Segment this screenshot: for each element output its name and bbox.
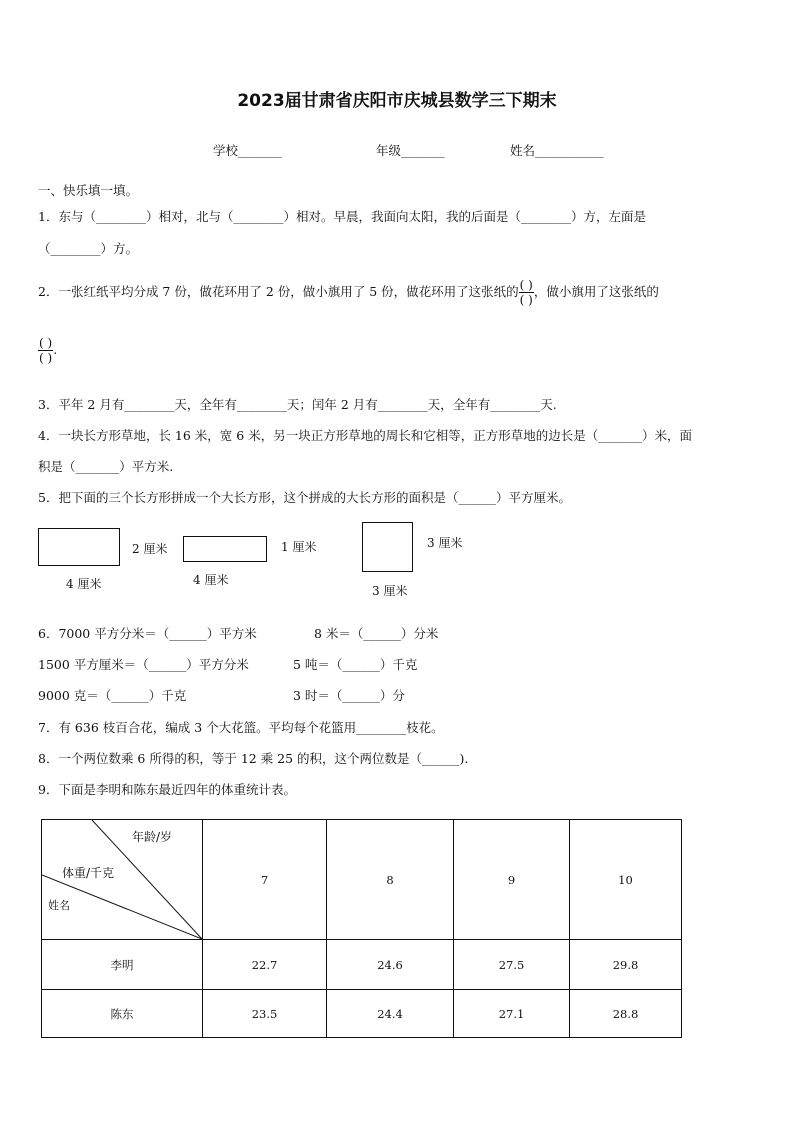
fraction-blank: [38, 336, 53, 365]
name-header: 姓名: [48, 899, 70, 912]
table-row: [42, 940, 682, 990]
fraction-denominator: ( ): [39, 351, 53, 365]
fraction-blank: [519, 278, 534, 307]
question-2-text-b: ，做小旗用了这张纸的: [533, 284, 659, 299]
age-cell: 8: [327, 820, 454, 940]
question-2-line-2: [38, 336, 57, 365]
weight-cell: 29.8: [570, 940, 682, 990]
question-9: 9．下面是李明和陈东最近四年的体重统计表。: [38, 782, 296, 797]
rectangle-2-length-label: 4 厘米: [193, 573, 229, 587]
question-2-end: .: [53, 342, 58, 357]
rectangle-1: [38, 528, 120, 566]
table-row: [42, 990, 682, 1038]
question-3: 3．平年 2 月有________天，全年有________天；闰年 2 月有________天，全年有________天.: [38, 397, 557, 412]
question-6-a: 6．7000 平方分米＝（______）平方米: [38, 626, 257, 641]
section-heading: 一、快乐填一填。: [38, 183, 139, 198]
diagonal-header-cell: [42, 820, 203, 940]
question-6-e: 9000 克＝（______）千克: [38, 688, 187, 703]
rectangle-1-width-label: 2 厘米: [132, 542, 168, 556]
weight-cell: 22.7: [203, 940, 327, 990]
rectangle-2: [183, 536, 267, 562]
fraction-numerator: ( ): [39, 336, 53, 350]
square-3: [362, 522, 413, 572]
square-3-bottom-label: 3 厘米: [372, 584, 408, 598]
fraction-numerator: ( ): [519, 278, 533, 292]
table-header-row: [42, 820, 682, 940]
question-4-line-1: 4．一块长方形草地，长 16 米，宽 6 米，另一块正方形草地的周长和它相等，正方形草地的边长是（_______）米，面: [38, 428, 692, 443]
question-6-f: 3 时＝（______）分: [293, 688, 405, 703]
question-6-d: 5 吨＝（______）千克: [293, 657, 418, 672]
rectangle-2-width-label: 1 厘米: [281, 540, 317, 554]
question-6-b: 8 米＝（______）分米: [314, 626, 439, 641]
fraction-denominator: ( ): [519, 293, 533, 307]
rectangle-1-length-label: 4 厘米: [66, 577, 102, 591]
question-4-line-2: 积是（_______）平方米.: [38, 459, 174, 474]
question-6-c: 1500 平方厘米＝（______）平方分米: [38, 657, 249, 672]
name-field: 姓名___________: [510, 143, 604, 158]
weight-cell: 27.5: [454, 940, 570, 990]
question-2-text-a: 2．一张红纸平均分成 7 份，做花环用了 2 份，做小旗用了 5 份，做花环用了这张纸的: [38, 284, 519, 299]
grade-field: 年级_______: [376, 143, 445, 158]
question-5: 5．把下面的三个长方形拼成一个大长方形，这个拼成的大长方形的面积是（______）平方厘米。: [38, 490, 571, 505]
question-2: [38, 278, 659, 307]
question-7: 7．有 636 枝百合花，编成 3 个大花篮。平均每个花篮用________枝花。: [38, 720, 444, 735]
row-name-cell: 李明: [42, 940, 203, 990]
weight-cell: 24.4: [327, 990, 454, 1038]
weight-cell: 23.5: [203, 990, 327, 1038]
age-cell: 10: [570, 820, 682, 940]
question-1-line-2: （________）方。: [38, 241, 139, 256]
age-cell: 9: [454, 820, 570, 940]
age-header: 年龄/岁: [132, 830, 173, 844]
question-1-line-1: 1．东与（________）相对，北与（________）相对。早晨，我面向太阳，我的后面是（________）方，左面是: [38, 209, 646, 224]
age-cell: 7: [203, 820, 327, 940]
weight-cell: 27.1: [454, 990, 570, 1038]
weight-cell: 24.6: [327, 940, 454, 990]
weight-cell: 28.8: [570, 990, 682, 1038]
question-8: 8．一个两位数乘 6 所得的积，等于 12 乘 25 的积，这个两位数是（______).: [38, 751, 469, 766]
weight-table: [41, 819, 682, 1038]
weight-header: 体重/千克: [62, 866, 115, 880]
page-title: 2023届甘肃省庆阳市庆城县数学三下期末: [237, 91, 557, 111]
school-field: 学校_______: [213, 143, 282, 158]
row-name-cell: 陈东: [42, 990, 203, 1038]
square-3-side-label: 3 厘米: [427, 536, 463, 550]
